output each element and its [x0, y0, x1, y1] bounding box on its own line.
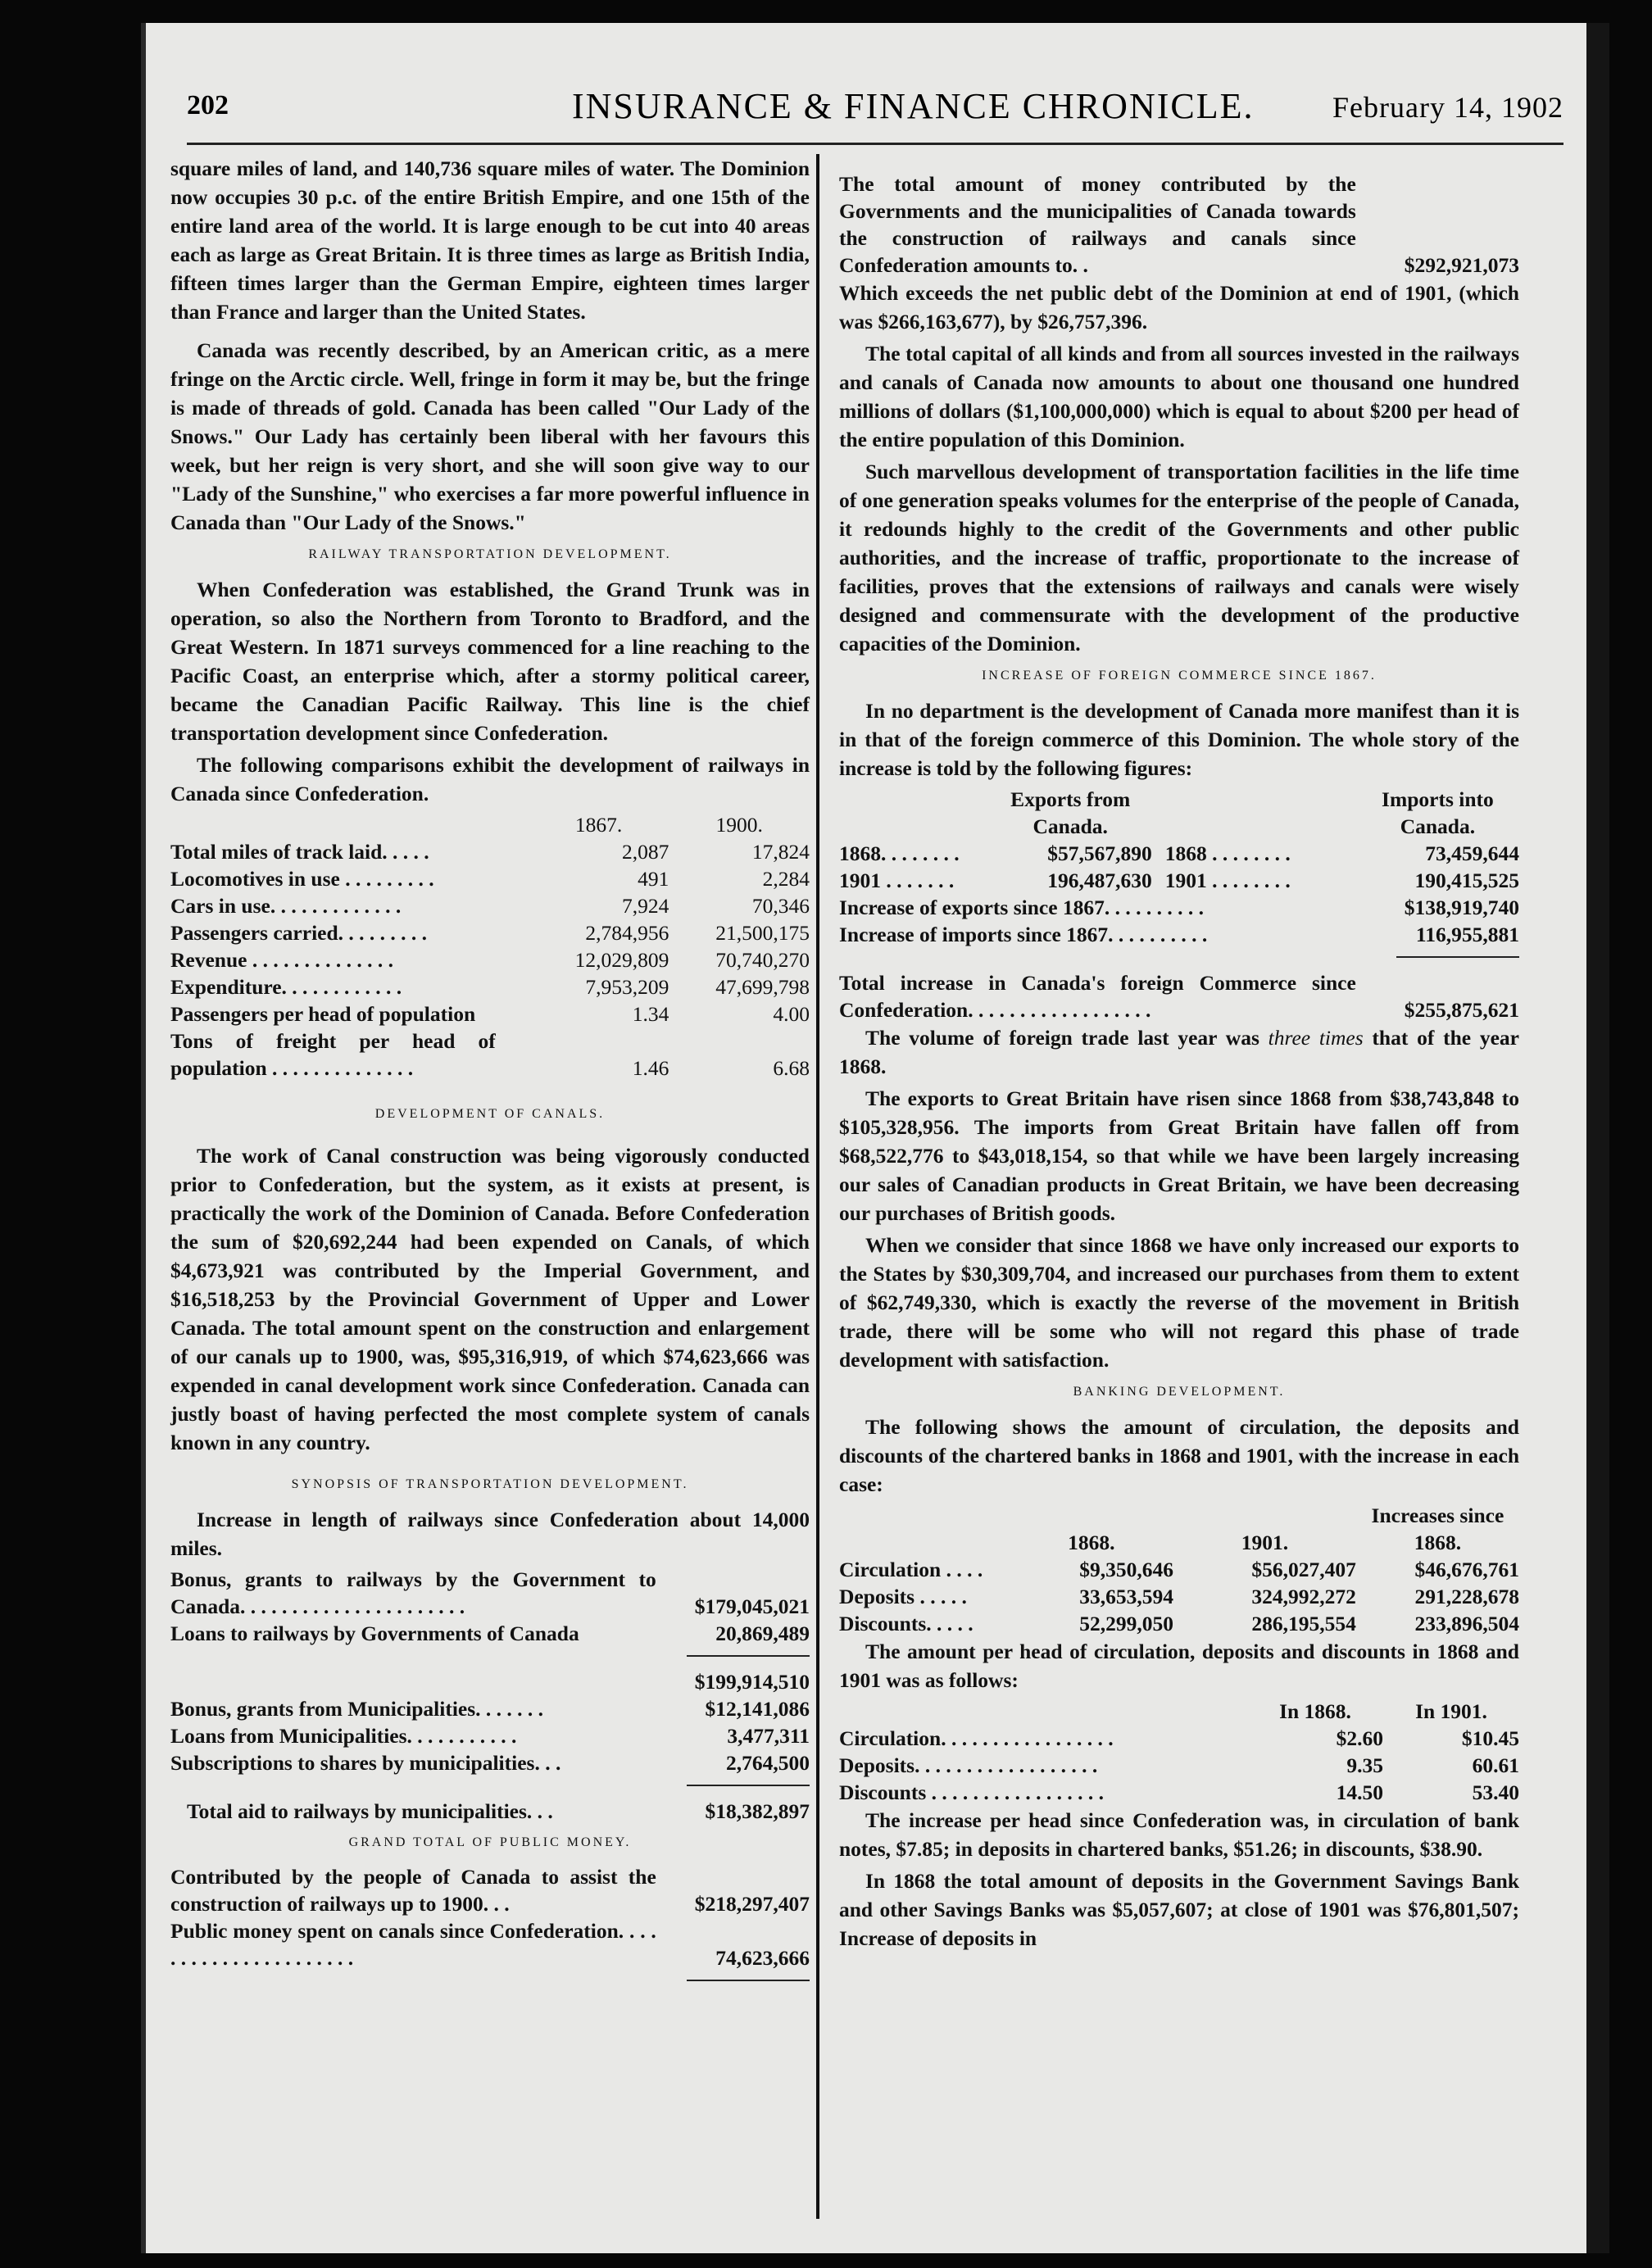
table-row: Circulation. . . . . . . . . . . . . . . . . $2.60 $10.45: [839, 1726, 1519, 1750]
table-row: The total amount of money contributed by the Governments and the municipalities of Canada towards the construction of railways and canals since Confederation amounts to. . $292,921,073: [839, 172, 1519, 277]
right-column: [839, 170, 1519, 1956]
newspaper-page: [141, 23, 1609, 2253]
total-contribution: [839, 170, 1519, 279]
table-row: Subscriptions to shares by municipalities. . . 2,764,500: [170, 1751, 810, 1775]
section-heading: DEVELOPMENT OF CANALS.: [374, 1107, 606, 1121]
trade-increase: [839, 894, 1519, 948]
trade-total: [839, 969, 1519, 1023]
table-row: Revenue . . . . . . . . . . . . . . 12,029,809 70,740,270: [170, 948, 810, 972]
table-row: Discounts. . . . . 52,299,050 286,195,554 233,896,504: [839, 1612, 1519, 1635]
table-row: 1901 . . . . . . . 196,487,630 1901 . . . . . . . . 190,415,525: [839, 869, 1519, 892]
table-row: Expenditure. . . . . . . . . . . . 7,953,209 47,699,798: [170, 975, 810, 999]
table-row: Circulation . . . . $9,350,646 $56,027,407 $46,676,761: [839, 1558, 1519, 1581]
table-row: Deposits . . . . . 33,653,594 324,992,272 291,228,678: [839, 1585, 1519, 1608]
section-heading: GRAND TOTAL OF PUBLIC MONEY.: [348, 1835, 632, 1849]
railway-table: [170, 811, 810, 1082]
paragraph: The amount per head of circulation, deposits and discounts in 1868 and 1901 was as follows:: [839, 1640, 1519, 1692]
column-header: 1900.: [715, 813, 763, 837]
paragraph: The total capital of all kinds and from all sources invested in the railways and canals of Canada now amounts to about one thousand one hundred millions of dollars ($1,100,000,000) which is equal to about $200 per head of the entire population of this Dominion.: [839, 342, 1519, 451]
paragraph: The following shows the amount of circulation, the deposits and discounts of the chartered banks in 1868 and 1901, with the increase in each case:: [839, 1415, 1519, 1496]
table-row: Bonus, grants from Municipalities. . . . . . . $12,141,086: [170, 1697, 810, 1721]
paragraph: When Confederation was established, the Grand Trunk was in operation, so also the Northern from Toronto to Bradford, and the Great Western. In 1871 surveys commenced for a line reaching to the Pacific Coast, an enterprise which, after a stormy political career, became the Canadian Pacific Railway. This line is the chief transportation development since Confederation.: [170, 578, 810, 745]
left-column: [170, 154, 810, 1993]
table-row: Deposits. . . . . . . . . . . . . . . . . . 9.35 60.61: [839, 1753, 1519, 1777]
table-row: Loans from Municipalities. . . . . . . . . . . 3,477,311: [170, 1724, 810, 1748]
paragraph: The volume of foreign trade last year was three times that of the year 1868.: [839, 1026, 1519, 1078]
paragraph: In no department is the development of Canada more manifest than it is in that of the foreign commerce of this Dominion. The whole story of the increase is told by the following figures:: [839, 699, 1519, 780]
paragraph: Such marvellous development of transportation facilities in the life time of one generation speaks volumes for the enterprise of the people of Canada, it redounds highly to the credit of the Governments and other public authorities, and the increase of traffic, proportionate to the increase of facilities, proves that the extensions of railways and canals were wisely designed and commensurate with the development of the productive capacities of the Dominion.: [839, 460, 1519, 655]
section-heading: BANKING DEVELOPMENT.: [1073, 1385, 1286, 1399]
section-heading: INCREASE OF FOREIGN COMMERCE SINCE 1867.: [982, 669, 1377, 683]
sum-rule: [1396, 956, 1519, 958]
paragraph: In 1868 the total amount of deposits in the Government Savings Bank and other Savings Banks was $5,057,607; at close of 1901 was $76,801,507; Increase of deposits in: [839, 1869, 1519, 1950]
paragraph: square miles of land, and 140,736 square miles of water. The Dominion now occupies 30 p.c. of the entire British Empire, and one 15th of the entire land area of the world. It is large enough to be cut into 40 areas each as large as Great Britain. It is three times as large as British India, fifteen times larger than the German Empire, eighteen times larger than France and larger than the United States.: [170, 156, 810, 324]
table-row: Public money spent on canals since Confederation. . . . . . . . . . . . . . . . . . . . . . 74,623,666: [170, 1919, 810, 1970]
synopsis-total: $199,914,510: [694, 1670, 810, 1694]
paragraph: Canada was recently described, by an American critic, as a mere fringe on the Arctic circle. Well, fringe in form it may be, but the fringe is made of threads of gold. Canada has been called "Our Lady of the Snows." Our Lady has certainly been liberal with her favours this week, but her reign is very short, and she will soon give way to our "Lady of the Sunshine," who exercises a far more powerful influence in Canada than "Our Lady of the Snows.": [170, 338, 810, 534]
banking-table: [839, 1502, 1519, 1637]
table-row: Passengers per head of population 1.34 4.00: [170, 1002, 810, 1026]
column-divider: [816, 154, 819, 2219]
grand-total-table: [170, 1863, 810, 1971]
table-row: Contributed by the people of Canada to assist the construction of railways up to 1900. . . $218,297,407: [170, 1865, 810, 1916]
sum-rule: [687, 1655, 810, 1657]
table-row: 1868. . . . . . . . $57,567,890 1868 . . . . . . . . 73,459,644: [839, 841, 1519, 865]
publication-title: INSURANCE & FINANCE CHRONICLE.: [572, 86, 1255, 126]
table-row: Cars in use. . . . . . . . . . . . . 7,924 70,346: [170, 894, 810, 918]
column-header: Exports from Canada.: [1010, 787, 1131, 838]
column-header: In 1868.: [1279, 1699, 1351, 1723]
table-row: Increase of exports since 1867. . . . . . . . . . $138,919,740: [839, 896, 1519, 919]
paragraph: The following comparisons exhibit the development of railways in Canada since Confederation.: [170, 753, 810, 805]
table-row: Bonus, grants to railways by the Government to Canada. . . . . . . . . . . . . . . . . . . . . . $179,045,021: [170, 1567, 810, 1618]
synopsis-table: [170, 1566, 810, 1647]
table-row: Total increase in Canada's foreign Commerce since Confederation. . . . . . . . . . . . . . . . . . $255,875,621: [839, 971, 1519, 1022]
municipal-table: [170, 1695, 810, 1776]
municipal-total: Total aid to railways by municipalities. . . $18,382,897: [187, 1799, 810, 1823]
page-number: 202: [187, 90, 229, 120]
column-header: Imports into Canada.: [1382, 787, 1494, 838]
paragraph: When we consider that since 1868 we have only increased our exports to the States by $30,309,704, and increased our purchases from them to extent of $62,749,330, which is exactly the reverse of the movement in British trade, there will be some who will not regard this phase of trade development with satisfaction.: [839, 1233, 1519, 1372]
column-header: 1868.: [1068, 1531, 1115, 1554]
table-row: Total miles of track laid. . . . . 2,087 17,824: [170, 840, 810, 864]
paragraph: The exports to Great Britain have risen since 1868 from $38,743,848 to $105,328,956. The imports from Great Britain have fallen off from $68,522,776 to $43,018,154, so that while we have been largely increasing our sales of Canadian products in Great Britain, we have been decreasing our purchases of British goods.: [839, 1086, 1519, 1225]
table-row: Discounts . . . . . . . . . . . . . . . . . 14.50 53.40: [839, 1780, 1519, 1804]
sum-rule: [687, 1980, 810, 1981]
trade-table: [839, 786, 1519, 894]
table-row: Locomotives in use . . . . . . . . . 491 2,284: [170, 867, 810, 891]
paragraph: Increase in length of railways since Confederation about 14,000 miles.: [170, 1508, 810, 1560]
table-row: Tons of freight per head of population . . . . . . . . . . . . . . 1.46 6.68: [170, 1029, 810, 1080]
column-header: In 1901.: [1415, 1699, 1487, 1723]
section-heading: SYNOPSIS OF TRANSPORTATION DEVELOPMENT.: [291, 1477, 689, 1491]
header-rule: [187, 143, 1564, 145]
sum-rule: [687, 1785, 810, 1786]
paragraph: The work of Canal construction was being vigorously conducted prior to Confederation, but the system, as it exists at present, is practically the work of the Dominion of Canada. Before Confederation the sum of $20,692,244 had been expended on Canals, of which $4,673,921 was contributed by the Imperial Government, and $16,518,253 by the Provincial Government of Upper and Lower Canada. The total amount spent on the construction and enlargement of our canals up to 1900, was, $95,316,919, of which $74,623,666 was expended in canal development work since Confederation. Canada can justly boast of having perfected the most complete system of canals known in any country.: [170, 1144, 810, 1454]
section-heading: RAILWAY TRANSPORTATION DEVELOPMENT.: [308, 547, 672, 561]
column-header: Increases since 1868.: [1371, 1504, 1504, 1554]
paragraph: The increase per head since Confederation was, in circulation of bank notes, $7.85; in deposits in chartered banks, $51.26; in discounts, $38.90.: [839, 1808, 1519, 1861]
paragraph: Which exceeds the net public debt of the Dominion at end of 1901, (which was $266,163,677), by $26,757,396.: [839, 281, 1519, 333]
issue-date: February 14, 1902: [1332, 91, 1564, 124]
per-head-table: [839, 1698, 1519, 1806]
column-header: 1867.: [574, 813, 623, 837]
page-header: [187, 74, 1564, 131]
table-row: Loans to railways by Governments of Canada 20,869,489: [170, 1622, 810, 1645]
table-row: Passengers carried. . . . . . . . . 2,784,956 21,500,175: [170, 921, 810, 945]
table-row: Increase of imports since 1867. . . . . . . . . . 116,955,881: [839, 923, 1519, 946]
column-header: 1901.: [1241, 1531, 1289, 1554]
